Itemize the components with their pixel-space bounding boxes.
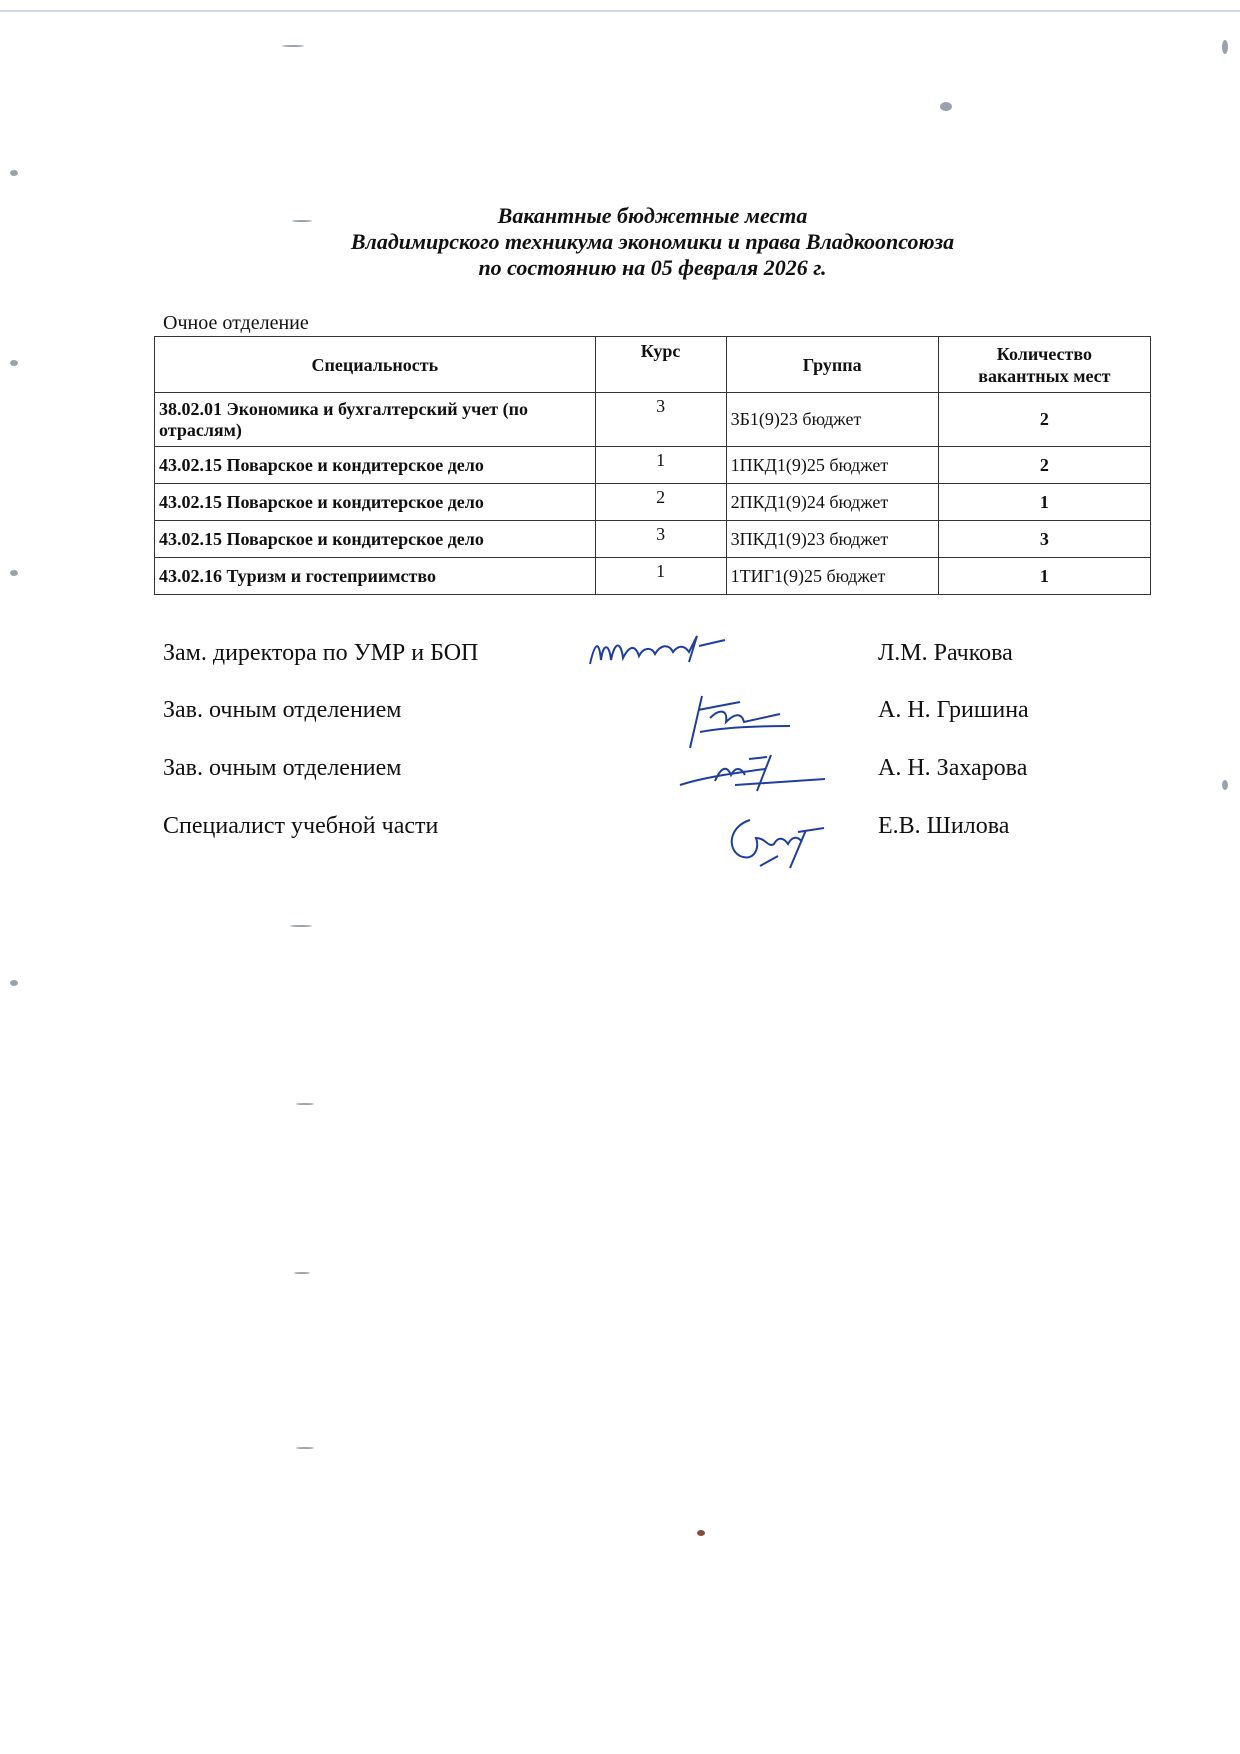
cell-count: 1 (938, 484, 1150, 521)
scan-speck (1222, 40, 1228, 54)
table-header-row (155, 337, 1151, 393)
signer-position: Зав. очным отделением (163, 755, 402, 781)
cell-specialty: 43.02.15 Поварское и кондитерское дело (155, 447, 596, 484)
scan-speck (10, 980, 18, 986)
cell-course: 1 (595, 447, 726, 484)
cell-group: 2ПКД1(9)24 бюджет (726, 484, 938, 521)
title-line-1: Вакантные бюджетные места (497, 203, 808, 228)
handwritten-signature-4 (720, 808, 830, 878)
cell-group: 3Б1(9)23 бюджет (726, 393, 938, 447)
table-row (155, 393, 1151, 447)
title-line-3: по состоянию на 05 февраля 2026 г. (478, 255, 827, 280)
cell-group: 3ПКД1(9)23 бюджет (726, 521, 938, 558)
cell-count: 1 (938, 558, 1150, 595)
cell-group: 1ПКД1(9)25 бюджет (726, 447, 938, 484)
table-row (155, 558, 1151, 595)
scan-edge (0, 10, 1240, 12)
signer-position: Специалист учебной части (163, 813, 439, 839)
signer-position: Зам. директора по УМР и БОП (163, 640, 479, 666)
table-row (155, 521, 1151, 558)
signature-row (163, 755, 1063, 795)
vacancies-table (154, 336, 1151, 595)
scan-speck (290, 925, 312, 927)
cell-count: 2 (938, 447, 1150, 484)
cell-specialty: 43.02.15 Поварское и кондитерское дело (155, 484, 596, 521)
signer-position: Зав. очным отделением (163, 697, 402, 723)
handwritten-signature-3 (675, 745, 835, 795)
title-line-2: Владимирского техникума экономики и права Владкоопсоюза (350, 229, 955, 254)
cell-course: 3 (595, 393, 726, 447)
column-header-course: Курс (595, 337, 726, 393)
signature-row (163, 813, 1063, 853)
scan-speck (10, 170, 18, 176)
cell-specialty: 38.02.01 Экономика и бухгалтерский учет (по отраслям) (155, 393, 596, 447)
scan-speck (296, 1103, 314, 1105)
table-row (155, 484, 1151, 521)
signer-name: Е.В. Шилова (878, 813, 1010, 839)
cell-course: 2 (595, 484, 726, 521)
column-header-group: Группа (726, 337, 938, 393)
column-header-count (938, 337, 1150, 393)
scan-speck (296, 1447, 314, 1449)
handwritten-signature-1 (585, 622, 735, 682)
column-header-count-line-1: Количество (996, 343, 1092, 364)
cell-course: 1 (595, 558, 726, 595)
department-label: Очное отделение (163, 312, 309, 334)
signer-name: А. Н. Захарова (878, 755, 1028, 781)
column-header-count-line-2: вакантных мест (978, 365, 1111, 386)
document-title (160, 203, 1145, 281)
scan-speck (10, 570, 18, 576)
cell-course: 3 (595, 521, 726, 558)
cell-specialty: 43.02.15 Поварское и кондитерское дело (155, 521, 596, 558)
signer-name: А. Н. Гришина (878, 697, 1029, 723)
scan-speck (1222, 780, 1228, 790)
signature-row (163, 697, 1063, 737)
scan-speck (697, 1530, 705, 1536)
scan-speck (282, 45, 304, 47)
table-row (155, 447, 1151, 484)
signer-name: Л.М. Рачкова (878, 640, 1013, 666)
cell-specialty: 43.02.16 Туризм и гостеприимство (155, 558, 596, 595)
scan-speck (294, 1272, 310, 1274)
cell-count: 3 (938, 521, 1150, 558)
cell-group: 1ТИГ1(9)25 бюджет (726, 558, 938, 595)
column-header-specialty: Специальность (155, 337, 596, 393)
scan-speck (10, 360, 18, 366)
scan-speck (940, 102, 952, 111)
cell-count: 2 (938, 393, 1150, 447)
